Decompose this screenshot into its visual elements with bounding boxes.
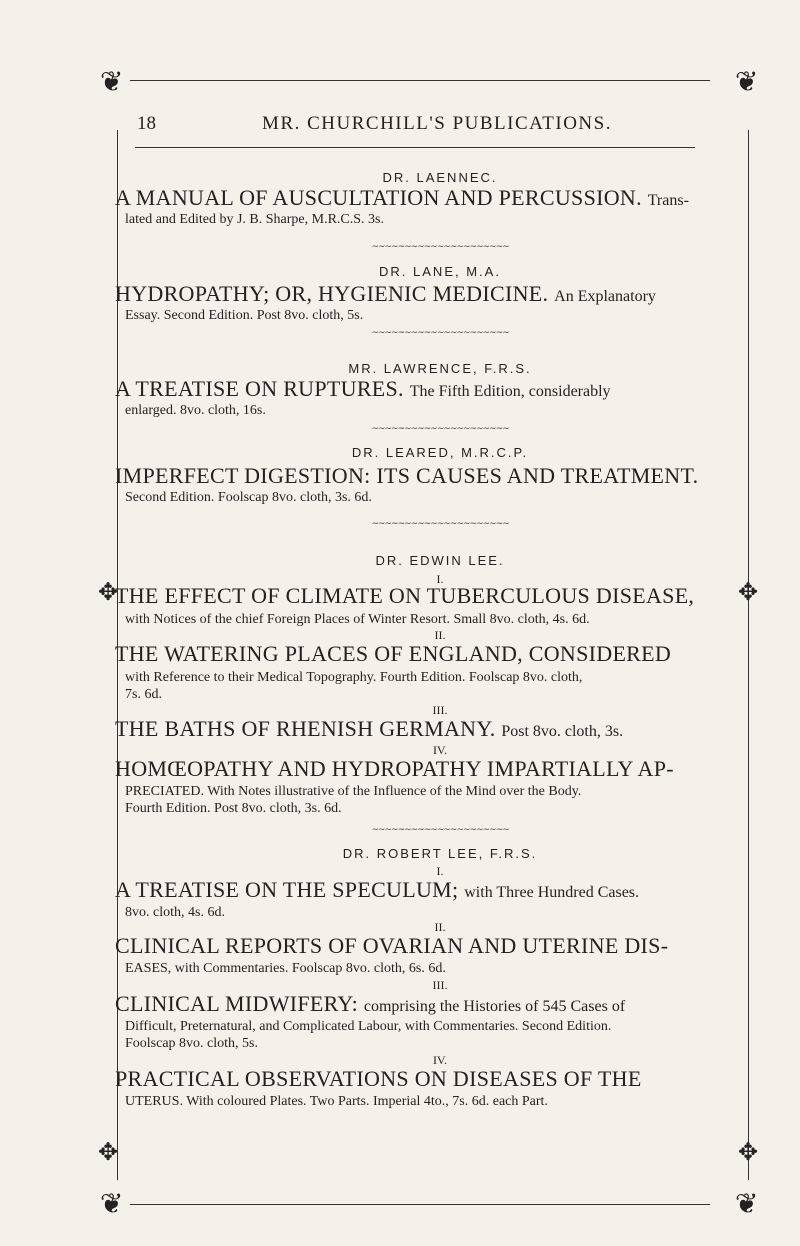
page-number: 18	[137, 113, 156, 134]
item-number: II.	[434, 628, 446, 642]
book-description: Second Edition. Foolscap 8vo. cloth, 3s. 6d.	[125, 490, 372, 505]
description-line: PRECIATED. With Notes illustrative of the Influence of the Mind over the Body.	[125, 784, 582, 799]
title-continuation: comprising the Histories of 545 Cases of	[363, 998, 626, 1015]
fleuron-icon: ❦	[100, 1187, 124, 1220]
fleuron-icon: ❦	[735, 65, 759, 98]
item-number: III.	[432, 978, 448, 992]
author-heading: DR. ROBERT LEE, F.R.S.	[342, 846, 538, 861]
title-text: HYDROPATHY; OR, HYGIENIC MEDICINE.	[115, 281, 549, 306]
title-continuation: Trans-	[647, 192, 689, 209]
wavy-rule-icon: ∼∼∼∼∼∼∼∼∼∼∼∼∼∼∼∼∼∼∼∼∼	[371, 423, 509, 433]
fleuron-icon: ✥	[98, 578, 119, 606]
bottom-rule	[130, 1204, 710, 1205]
catalogue-page	[95, 0, 785, 1150]
author-heading: DR. LANE, M.A.	[379, 264, 501, 279]
fleuron-icon: ❦	[100, 65, 124, 98]
book-description: with Notices of the chief Foreign Places of Winter Resort. Small 8vo. cloth, 4s. 6d.	[125, 612, 590, 627]
fleuron-icon: ✥	[738, 1138, 759, 1166]
description-line: with Reference to their Medical Topography. Fourth Edition. Foolscap 8vo. cloth,	[125, 670, 583, 685]
book-description: EASES, with Commentaries. Foolscap 8vo. cloth, 6s. 6d.	[125, 961, 446, 976]
book-title: THE EFFECT OF CLIMATE ON TUBERCULOUS DISEASE,	[115, 583, 695, 608]
item-number: IV.	[432, 1053, 448, 1067]
book-title	[115, 992, 785, 1019]
book-description: enlarged. 8vo. cloth, 16s.	[125, 403, 266, 418]
fleuron-icon: ✥	[98, 1138, 119, 1166]
title-text: CLINICAL MIDWIFERY:	[115, 991, 359, 1016]
book-title	[115, 878, 785, 905]
fleuron-icon: ✥	[738, 578, 759, 606]
book-title: CLINICAL REPORTS OF OVARIAN AND UTERINE DIS-	[115, 933, 669, 958]
item-number: I.	[436, 864, 444, 878]
title-continuation: Post 8vo. cloth, 3s.	[501, 723, 624, 740]
book-title	[115, 282, 785, 309]
wavy-rule-icon: ∼∼∼∼∼∼∼∼∼∼∼∼∼∼∼∼∼∼∼∼∼	[371, 327, 509, 337]
wavy-rule-icon: ∼∼∼∼∼∼∼∼∼∼∼∼∼∼∼∼∼∼∼∼∼	[371, 241, 509, 251]
book-title	[115, 717, 785, 744]
book-description: lated and Edited by J. B. Sharpe, M.R.C.S. 3s.	[125, 212, 384, 227]
title-text: THE BATHS OF RHENISH GERMANY.	[115, 716, 496, 741]
title-text: A TREATISE ON THE SPECULUM;	[115, 877, 459, 902]
item-number: I.	[436, 572, 444, 586]
book-description: Essay. Second Edition. Post 8vo. cloth, 5s.	[125, 308, 364, 323]
book-description	[125, 669, 775, 703]
item-number: IV.	[432, 743, 448, 757]
author-heading: DR. LEARED, M.R.C.P.	[351, 445, 529, 460]
title-continuation: The Fifth Edition, considerably	[409, 383, 611, 400]
book-title	[115, 377, 785, 404]
description-line: Foolscap 8vo. cloth, 5s.	[125, 1036, 258, 1051]
item-number: III.	[432, 703, 448, 717]
fleuron-icon: ❦	[735, 1187, 759, 1220]
book-description: 8vo. cloth, 4s. 6d.	[125, 905, 225, 920]
book-title: THE WATERING PLACES OF ENGLAND, CONSIDERED	[115, 641, 672, 666]
book-description	[125, 1018, 775, 1052]
title-text: A MANUAL OF AUSCULTATION AND PERCUSSION.	[115, 185, 642, 210]
book-title: PRACTICAL OBSERVATIONS ON DISEASES OF THE	[115, 1066, 642, 1091]
title-text: A TREATISE ON RUPTURES.	[115, 376, 404, 401]
author-heading: DR. EDWIN LEE.	[375, 553, 505, 568]
wavy-rule-icon: ∼∼∼∼∼∼∼∼∼∼∼∼∼∼∼∼∼∼∼∼∼	[371, 824, 509, 834]
running-title: MR. CHURCHILL'S PUBLICATIONS.	[262, 113, 612, 134]
author-heading: MR. LAWRENCE, F.R.S.	[348, 361, 532, 376]
title-continuation: An Explanatory	[554, 288, 656, 305]
title-continuation: with Three Hundred Cases.	[464, 884, 640, 901]
description-line: Difficult, Preternatural, and Complicated Labour, with Commentaries. Second Edition.	[125, 1019, 612, 1034]
book-title	[115, 186, 785, 213]
book-description	[125, 783, 775, 817]
book-description: UTERUS. With coloured Plates. Two Parts. Imperial 4to., 7s. 6d. each Part.	[125, 1094, 548, 1109]
item-number: II.	[434, 920, 446, 934]
author-heading: DR. LAENNEC.	[382, 170, 498, 185]
book-title: HOMŒOPATHY AND HYDROPATHY IMPARTIALLY AP-	[115, 756, 674, 781]
description-line: 7s. 6d.	[125, 687, 162, 702]
description-line: Fourth Edition. Post 8vo. cloth, 3s. 6d.	[125, 801, 342, 816]
book-title: IMPERFECT DIGESTION: ITS CAUSES AND TREATMENT.	[115, 463, 699, 488]
wavy-rule-icon: ∼∼∼∼∼∼∼∼∼∼∼∼∼∼∼∼∼∼∼∼∼	[371, 518, 509, 528]
